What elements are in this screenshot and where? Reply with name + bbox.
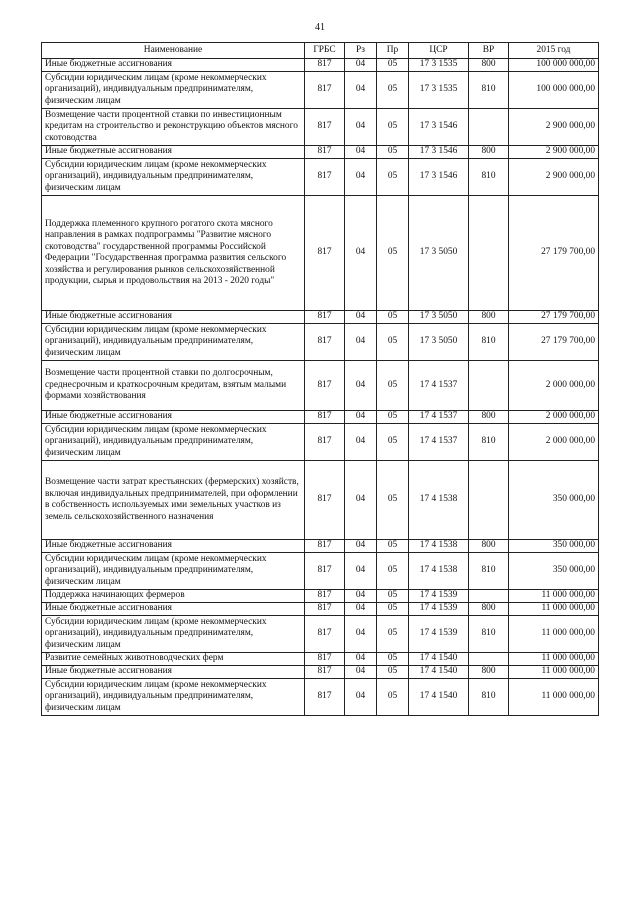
row-amount: 11 000 000,00 [509, 666, 599, 679]
row-amount: 11 000 000,00 [509, 616, 599, 653]
row-pr: 05 [377, 146, 409, 159]
row-vr [469, 196, 509, 311]
row-amount: 11 000 000,00 [509, 679, 599, 716]
row-pr: 05 [377, 540, 409, 553]
table-row [42, 361, 599, 411]
row-rz: 04 [345, 159, 377, 196]
row-csr: 17 4 1538 [409, 461, 469, 540]
row-amount: 2 900 000,00 [509, 159, 599, 196]
row-name: Иные бюджетные ассигнования [42, 59, 305, 72]
table-row [42, 461, 599, 540]
header-pr: Пр [377, 43, 409, 59]
row-csr: 17 4 1537 [409, 411, 469, 424]
header-row [42, 43, 599, 59]
header-rz: Рз [345, 43, 377, 59]
row-pr: 05 [377, 59, 409, 72]
row-pr: 05 [377, 311, 409, 324]
row-grbs: 817 [305, 361, 345, 411]
row-vr: 810 [469, 159, 509, 196]
row-name: Субсидии юридическим лицам (кроме некоммерческих организаций), индивидуальным предпринимателям, физическим лицам [42, 616, 305, 653]
header-year: 2015 год [509, 43, 599, 59]
table-row [42, 553, 599, 590]
row-pr: 05 [377, 679, 409, 716]
header-csr: ЦСР [409, 43, 469, 59]
row-grbs: 817 [305, 146, 345, 159]
row-vr: 800 [469, 540, 509, 553]
row-pr: 05 [377, 324, 409, 361]
row-name: Иные бюджетные ассигнования [42, 666, 305, 679]
row-pr: 05 [377, 666, 409, 679]
row-rz: 04 [345, 72, 377, 109]
row-name: Поддержка племенного крупного рогатого скота мясного направления в рамках подпрограммы "Развитие мясного скотоводства" государственной программы Российской Федерации "Государственная программа развития сельского хозяйства и регулирования рынков сельскохозяйственной продукции, сырья и продовольствия на 2013 - 2020 годы" [42, 196, 305, 311]
row-rz: 04 [345, 616, 377, 653]
row-amount: 11 000 000,00 [509, 603, 599, 616]
table-row [42, 679, 599, 716]
budget-table [41, 42, 599, 716]
row-vr: 810 [469, 616, 509, 653]
row-name: Субсидии юридическим лицам (кроме некоммерческих организаций), индивидуальным предпринимателям, физическим лицам [42, 679, 305, 716]
row-csr: 17 3 1535 [409, 59, 469, 72]
row-pr: 05 [377, 72, 409, 109]
row-rz: 04 [345, 109, 377, 146]
table-row [42, 590, 599, 603]
table-row [42, 72, 599, 109]
row-amount: 350 000,00 [509, 461, 599, 540]
row-pr: 05 [377, 590, 409, 603]
row-csr: 17 4 1540 [409, 666, 469, 679]
table-row [42, 109, 599, 146]
row-grbs: 817 [305, 324, 345, 361]
row-name: Иные бюджетные ассигнования [42, 411, 305, 424]
row-vr: 810 [469, 553, 509, 590]
table-row [42, 424, 599, 461]
row-csr: 17 4 1540 [409, 653, 469, 666]
row-rz: 04 [345, 461, 377, 540]
row-pr: 05 [377, 616, 409, 653]
row-grbs: 817 [305, 553, 345, 590]
row-grbs: 817 [305, 424, 345, 461]
row-rz: 04 [345, 653, 377, 666]
row-vr: 800 [469, 311, 509, 324]
row-grbs: 817 [305, 679, 345, 716]
row-grbs: 817 [305, 590, 345, 603]
page-number: 41 [315, 22, 325, 33]
row-csr: 17 4 1539 [409, 603, 469, 616]
row-amount: 100 000 000,00 [509, 59, 599, 72]
row-amount: 27 179 700,00 [509, 324, 599, 361]
row-rz: 04 [345, 411, 377, 424]
row-amount: 2 000 000,00 [509, 411, 599, 424]
row-csr: 17 4 1540 [409, 679, 469, 716]
row-csr: 17 3 1546 [409, 159, 469, 196]
row-grbs: 817 [305, 72, 345, 109]
table-row [42, 540, 599, 553]
row-vr: 800 [469, 411, 509, 424]
row-pr: 05 [377, 109, 409, 146]
row-rz: 04 [345, 590, 377, 603]
row-grbs: 817 [305, 666, 345, 679]
row-amount: 2 900 000,00 [509, 109, 599, 146]
row-name: Субсидии юридическим лицам (кроме некоммерческих организаций), индивидуальным предпринимателям, физическим лицам [42, 553, 305, 590]
row-name: Субсидии юридическим лицам (кроме некоммерческих организаций), индивидуальным предпринимателям, физическим лицам [42, 324, 305, 361]
row-vr: 800 [469, 146, 509, 159]
row-pr: 05 [377, 159, 409, 196]
row-rz: 04 [345, 666, 377, 679]
table-row [42, 411, 599, 424]
row-pr: 05 [377, 553, 409, 590]
row-grbs: 817 [305, 603, 345, 616]
row-pr: 05 [377, 361, 409, 411]
row-pr: 05 [377, 653, 409, 666]
row-amount: 11 000 000,00 [509, 590, 599, 603]
row-grbs: 817 [305, 461, 345, 540]
row-rz: 04 [345, 146, 377, 159]
row-grbs: 817 [305, 653, 345, 666]
row-csr: 17 4 1538 [409, 553, 469, 590]
row-grbs: 817 [305, 540, 345, 553]
row-name: Возмещение части процентной ставки по инвестиционным кредитам на строительство и реконструкцию объектов мясного скотоводства [42, 109, 305, 146]
row-amount: 350 000,00 [509, 540, 599, 553]
row-amount: 350 000,00 [509, 553, 599, 590]
row-csr: 17 3 5050 [409, 324, 469, 361]
row-name: Иные бюджетные ассигнования [42, 603, 305, 616]
table-row [42, 603, 599, 616]
table-row [42, 666, 599, 679]
row-csr: 17 3 1535 [409, 72, 469, 109]
row-amount: 100 000 000,00 [509, 72, 599, 109]
row-csr: 17 4 1537 [409, 424, 469, 461]
row-name: Развитие семейных животноводческих ферм [42, 653, 305, 666]
row-vr: 810 [469, 424, 509, 461]
row-vr: 810 [469, 679, 509, 716]
row-csr: 17 4 1537 [409, 361, 469, 411]
row-amount: 2 900 000,00 [509, 146, 599, 159]
row-name: Субсидии юридическим лицам (кроме некоммерческих организаций), индивидуальным предпринимателям, физическим лицам [42, 424, 305, 461]
row-vr [469, 653, 509, 666]
row-csr: 17 4 1539 [409, 590, 469, 603]
table-row [42, 616, 599, 653]
row-vr: 800 [469, 666, 509, 679]
row-rz: 04 [345, 196, 377, 311]
row-amount: 27 179 700,00 [509, 196, 599, 311]
table-row [42, 159, 599, 196]
header-vr: ВР [469, 43, 509, 59]
row-vr [469, 590, 509, 603]
row-rz: 04 [345, 311, 377, 324]
row-name: Возмещение части процентной ставки по долгосрочным, среднесрочным и краткосрочным кредитам, взятым малыми формами хозяйствования [42, 361, 305, 411]
row-rz: 04 [345, 324, 377, 361]
row-pr: 05 [377, 424, 409, 461]
row-rz: 04 [345, 424, 377, 461]
row-vr: 810 [469, 324, 509, 361]
row-amount: 2 000 000,00 [509, 424, 599, 461]
row-rz: 04 [345, 59, 377, 72]
row-amount: 27 179 700,00 [509, 311, 599, 324]
row-pr: 05 [377, 196, 409, 311]
row-name: Иные бюджетные ассигнования [42, 540, 305, 553]
row-grbs: 817 [305, 159, 345, 196]
row-rz: 04 [345, 603, 377, 616]
row-rz: 04 [345, 540, 377, 553]
row-grbs: 817 [305, 59, 345, 72]
row-rz: 04 [345, 361, 377, 411]
row-grbs: 817 [305, 109, 345, 146]
row-pr: 05 [377, 603, 409, 616]
table-row [42, 59, 599, 72]
row-pr: 05 [377, 411, 409, 424]
header-grbs: ГРБС [305, 43, 345, 59]
table-row [42, 324, 599, 361]
table-row [42, 196, 599, 311]
row-csr: 17 3 5050 [409, 311, 469, 324]
row-amount: 2 000 000,00 [509, 361, 599, 411]
row-csr: 17 3 5050 [409, 196, 469, 311]
row-rz: 04 [345, 553, 377, 590]
header-name: Наименование [42, 43, 305, 59]
table-row [42, 311, 599, 324]
row-name: Субсидии юридическим лицам (кроме некоммерческих организаций), индивидуальным предпринимателям, физическим лицам [42, 72, 305, 109]
table-row [42, 146, 599, 159]
row-pr: 05 [377, 461, 409, 540]
row-vr [469, 361, 509, 411]
row-name: Иные бюджетные ассигнования [42, 311, 305, 324]
row-grbs: 817 [305, 411, 345, 424]
row-name: Иные бюджетные ассигнования [42, 146, 305, 159]
table-row [42, 653, 599, 666]
row-csr: 17 4 1539 [409, 616, 469, 653]
row-csr: 17 3 1546 [409, 146, 469, 159]
row-vr [469, 109, 509, 146]
row-vr: 800 [469, 59, 509, 72]
row-csr: 17 3 1546 [409, 109, 469, 146]
row-vr: 800 [469, 603, 509, 616]
row-rz: 04 [345, 679, 377, 716]
row-vr: 810 [469, 72, 509, 109]
row-grbs: 817 [305, 196, 345, 311]
row-grbs: 817 [305, 311, 345, 324]
row-csr: 17 4 1538 [409, 540, 469, 553]
row-name: Возмещение части затрат крестьянских (фермерских) хозяйств, включая индивидуальных предпринимателей, при оформлении в собственность используемых ими земельных участков из земель сельскохозяйственного назначения [42, 461, 305, 540]
row-name: Субсидии юридическим лицам (кроме некоммерческих организаций), индивидуальным предпринимателям, физическим лицам [42, 159, 305, 196]
row-vr [469, 461, 509, 540]
row-grbs: 817 [305, 616, 345, 653]
row-name: Поддержка начинающих фермеров [42, 590, 305, 603]
row-amount: 11 000 000,00 [509, 653, 599, 666]
